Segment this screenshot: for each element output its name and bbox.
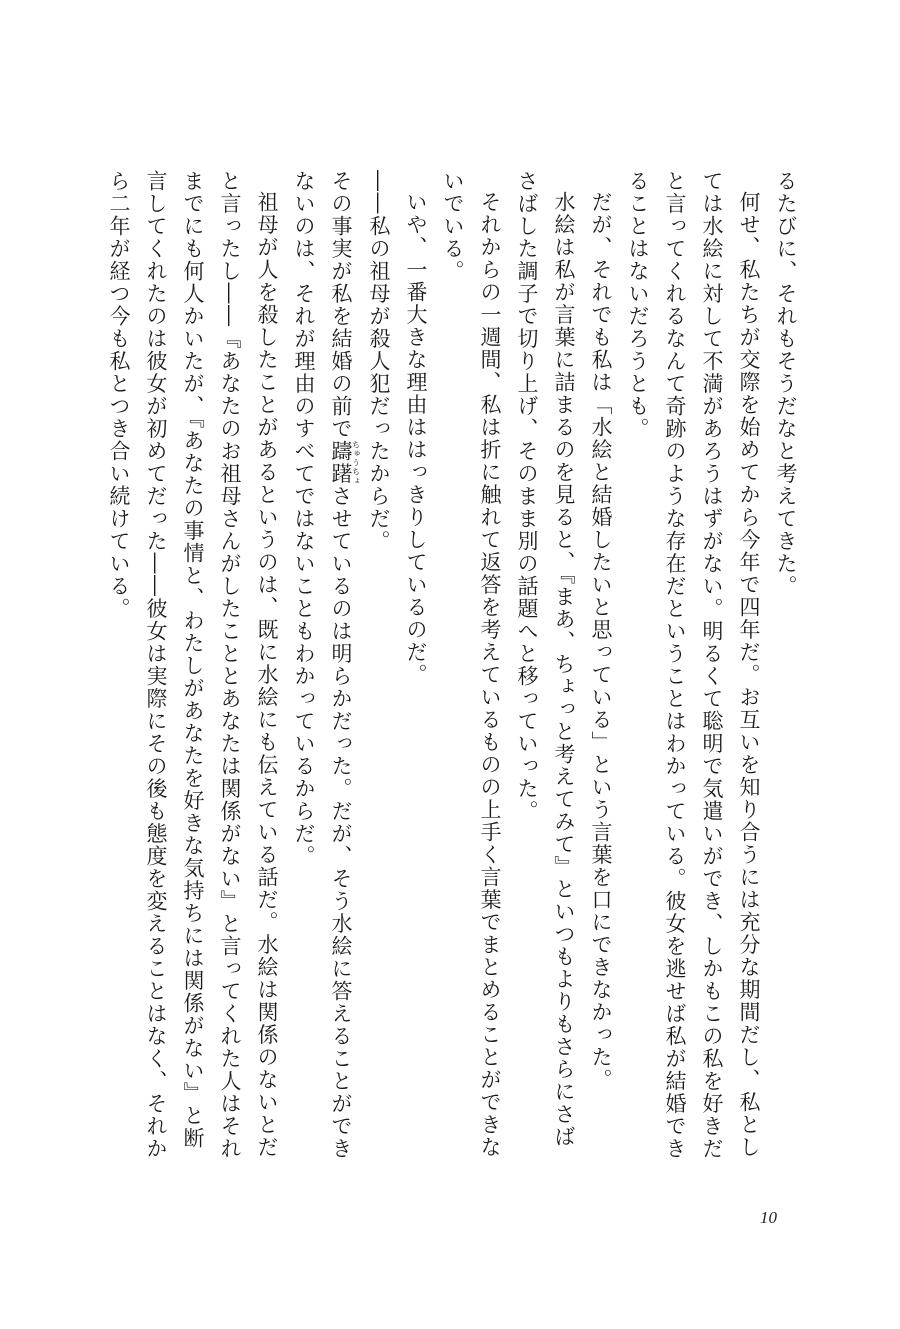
paragraph-8-before: その事実が私を結婚の前で <box>329 170 353 440</box>
furigana-reading: ちゅうちょ <box>351 440 361 485</box>
paragraph-8 <box>285 170 360 1170</box>
paragraph-9: 祖母が人を殺したことがあるというのは、既に水絵にも伝えている話だ。水絵は関係のないとだと言ったし――『あなたのお祖母さんがしたこととあなたは関係がない』と言ってくれた人はそれまでにも何人かいたが、『あなたの事情と、わたしがあなたを好きな気持ちには関係がない』と断言してくれたのは彼女が初めてだった――彼女は実際にその後も態度を変えることはなく、それから二年が経つ今も私とつき合い続けている。 <box>107 170 279 1160</box>
vertical-text-body <box>74 170 804 1170</box>
paragraph-3: だが、それでも私は「水絵と結婚したいと思っている」という言葉を口にできなかった。 <box>589 191 613 1091</box>
paragraph-8-after: させているのは明らかだった。だが、そう水絵に答えることができないのは、それが理由のすべてではないこともわかっているからだ。 <box>292 170 353 1160</box>
paragraph-4: 水絵は私が言葉に詰まるのを見ると、『まあ、ちょっと考えてみて』といつもよりもさらにさばさばした調子で切り上げ、そのまま別の話題へと移っていった。 <box>515 170 576 1148</box>
paragraph-6: いや、一番大きな理由ははっきりしているのだ。 <box>404 191 428 686</box>
furigana-base: 躊躇 <box>329 440 353 485</box>
paragraph-5: それからの一週間、私は折に触れて返答を考えているものの上手く言葉でまとめることができないでいる。 <box>441 170 502 1159</box>
furigana-word <box>329 440 361 485</box>
page-number: 10 <box>760 1208 777 1227</box>
paragraph-1: るたびに、それもそうだなと考えてきた。 <box>774 170 798 598</box>
paragraph-7: ――私の祖母が殺人犯だったからだ。 <box>367 170 391 553</box>
paragraph-2: 何せ、私たちが交際を始めてから今年で四年だ。お互いを知り合うには充分な期間だし、私としては水絵に対して不満があろうはずがない。明るくて聡明で気遣いができ、しかもこの私を好きだと言ってくれるなんて奇跡のような存在だということはわかっている。彼女を逃せば私が結婚できることはないだろうとも。 <box>626 170 761 1160</box>
